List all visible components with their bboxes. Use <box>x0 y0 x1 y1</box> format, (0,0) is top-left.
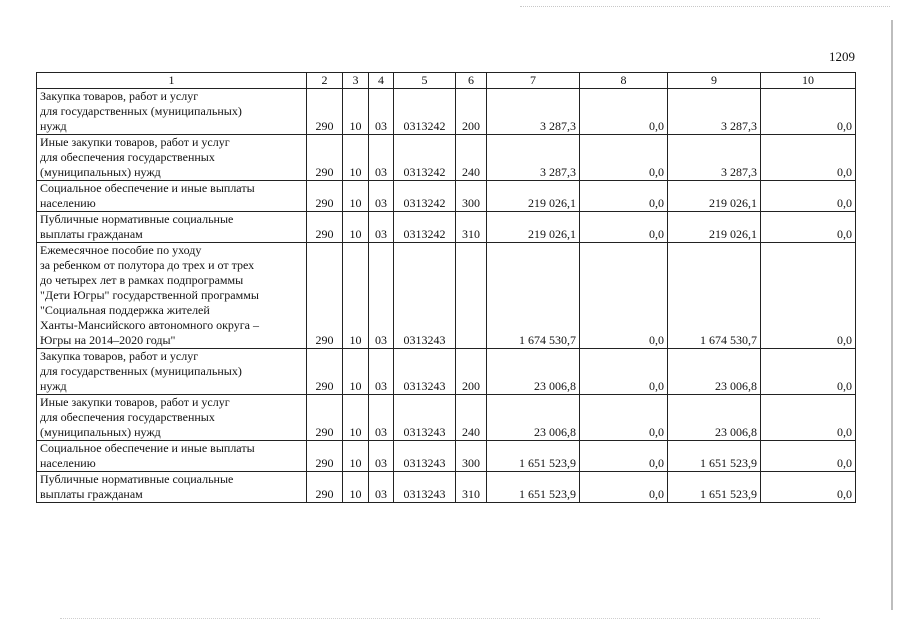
cell-subsection: 03 <box>369 395 394 441</box>
row-description: Закупка товаров, работ и услуг для государственных (муниципальных) нужд <box>37 349 307 395</box>
cell-amount: 23 006,8 <box>487 395 580 441</box>
row-description: Социальное обеспечение и иные выплаты населению <box>37 181 307 212</box>
cell-amount: 0,0 <box>580 181 668 212</box>
table-row <box>37 181 856 212</box>
cell-section: 10 <box>343 349 369 395</box>
cell-amount: 219 026,1 <box>668 212 761 243</box>
cell-amount: 1 674 530,7 <box>487 243 580 349</box>
cell-amount: 0,0 <box>761 89 856 135</box>
cell-subsection: 03 <box>369 243 394 349</box>
column-header: 8 <box>580 73 668 89</box>
cell-expense-type: 300 <box>456 181 487 212</box>
cell-amount: 219 026,1 <box>668 181 761 212</box>
cell-amount: 3 287,3 <box>487 135 580 181</box>
cell-ministry: 290 <box>307 349 343 395</box>
column-header: 4 <box>369 73 394 89</box>
cell-amount: 0,0 <box>761 441 856 472</box>
cell-amount: 3 287,3 <box>487 89 580 135</box>
column-header: 10 <box>761 73 856 89</box>
cell-ministry: 290 <box>307 212 343 243</box>
cell-subsection: 03 <box>369 349 394 395</box>
cell-subsection: 03 <box>369 212 394 243</box>
cell-amount: 0,0 <box>761 181 856 212</box>
cell-section: 10 <box>343 243 369 349</box>
cell-amount: 0,0 <box>580 135 668 181</box>
table-header <box>37 73 856 89</box>
page-number: 1209 <box>829 49 855 64</box>
cell-subsection: 03 <box>369 472 394 503</box>
cell-amount: 3 287,3 <box>668 89 761 135</box>
budget-table <box>36 72 856 503</box>
cell-expense-type: 200 <box>456 349 487 395</box>
cell-amount: 0,0 <box>761 472 856 503</box>
cell-target-article: 0313243 <box>394 243 456 349</box>
column-header: 5 <box>394 73 456 89</box>
cell-amount: 0,0 <box>580 349 668 395</box>
cell-amount: 0,0 <box>761 395 856 441</box>
cell-section: 10 <box>343 89 369 135</box>
cell-ministry: 290 <box>307 243 343 349</box>
cell-amount: 0,0 <box>580 441 668 472</box>
cell-section: 10 <box>343 441 369 472</box>
table-row <box>37 441 856 472</box>
cell-target-article: 0313243 <box>394 349 456 395</box>
row-description: Публичные нормативные социальные выплаты гражданам <box>37 472 307 503</box>
cell-expense-type: 300 <box>456 441 487 472</box>
cell-section: 10 <box>343 395 369 441</box>
cell-ministry: 290 <box>307 89 343 135</box>
cell-amount: 0,0 <box>761 135 856 181</box>
column-header: 1 <box>37 73 307 89</box>
cell-amount: 219 026,1 <box>487 181 580 212</box>
cell-expense-type: 200 <box>456 89 487 135</box>
table-row <box>37 243 856 349</box>
scan-artifact-bottom <box>60 618 820 620</box>
table-row <box>37 135 856 181</box>
cell-ministry: 290 <box>307 135 343 181</box>
cell-expense-type: 310 <box>456 472 487 503</box>
table-row <box>37 472 856 503</box>
cell-amount: 1 674 530,7 <box>668 243 761 349</box>
table-row <box>37 395 856 441</box>
cell-subsection: 03 <box>369 135 394 181</box>
cell-ministry: 290 <box>307 472 343 503</box>
cell-target-article: 0313243 <box>394 472 456 503</box>
row-description: Иные закупки товаров, работ и услуг для обеспечения государственных (муниципальных) нужд <box>37 135 307 181</box>
row-description: Социальное обеспечение и иные выплаты населению <box>37 441 307 472</box>
cell-section: 10 <box>343 212 369 243</box>
row-description: Закупка товаров, работ и услуг для государственных (муниципальных) нужд <box>37 89 307 135</box>
cell-subsection: 03 <box>369 441 394 472</box>
cell-amount: 1 651 523,9 <box>487 441 580 472</box>
column-header: 3 <box>343 73 369 89</box>
cell-ministry: 290 <box>307 395 343 441</box>
scan-artifact-top <box>520 6 890 8</box>
cell-amount: 0,0 <box>761 212 856 243</box>
cell-ministry: 290 <box>307 441 343 472</box>
cell-amount: 0,0 <box>580 89 668 135</box>
cell-expense-type: 240 <box>456 395 487 441</box>
cell-expense-type: 240 <box>456 135 487 181</box>
cell-amount: 219 026,1 <box>487 212 580 243</box>
row-description: Ежемесячное пособие по уходу за ребенком от полутора до трех и от трех до четырех лет в рамках подпрограммы "Дети Югры" государственной программы "Социальная поддержка жителей Ханты-Мансийского автономного округа – Югры на 2014–2020 годы" <box>37 243 307 349</box>
row-description: Иные закупки товаров, работ и услуг для обеспечения государственных (муниципальных) нужд <box>37 395 307 441</box>
cell-amount: 23 006,8 <box>668 349 761 395</box>
row-description: Публичные нормативные социальные выплаты гражданам <box>37 212 307 243</box>
cell-expense-type: 310 <box>456 212 487 243</box>
cell-target-article: 0313242 <box>394 181 456 212</box>
cell-amount: 23 006,8 <box>487 349 580 395</box>
cell-section: 10 <box>343 181 369 212</box>
scan-artifact-edge <box>891 20 893 610</box>
cell-target-article: 0313243 <box>394 395 456 441</box>
cell-amount: 0,0 <box>580 472 668 503</box>
cell-section: 10 <box>343 472 369 503</box>
cell-target-article: 0313243 <box>394 441 456 472</box>
cell-amount: 0,0 <box>761 349 856 395</box>
column-header: 9 <box>668 73 761 89</box>
cell-amount: 1 651 523,9 <box>668 472 761 503</box>
column-header: 2 <box>307 73 343 89</box>
table-body <box>37 89 856 503</box>
cell-target-article: 0313242 <box>394 135 456 181</box>
table-row <box>37 349 856 395</box>
cell-expense-type <box>456 243 487 349</box>
cell-section: 10 <box>343 135 369 181</box>
cell-amount: 0,0 <box>580 395 668 441</box>
cell-ministry: 290 <box>307 181 343 212</box>
cell-amount: 1 651 523,9 <box>487 472 580 503</box>
cell-target-article: 0313242 <box>394 89 456 135</box>
cell-amount: 0,0 <box>580 212 668 243</box>
column-header: 7 <box>487 73 580 89</box>
table-row <box>37 212 856 243</box>
header-row <box>37 73 856 89</box>
table-row <box>37 89 856 135</box>
column-header: 6 <box>456 73 487 89</box>
cell-amount: 23 006,8 <box>668 395 761 441</box>
cell-amount: 0,0 <box>761 243 856 349</box>
cell-amount: 1 651 523,9 <box>668 441 761 472</box>
cell-subsection: 03 <box>369 89 394 135</box>
cell-subsection: 03 <box>369 181 394 212</box>
cell-amount: 3 287,3 <box>668 135 761 181</box>
cell-target-article: 0313242 <box>394 212 456 243</box>
cell-amount: 0,0 <box>580 243 668 349</box>
